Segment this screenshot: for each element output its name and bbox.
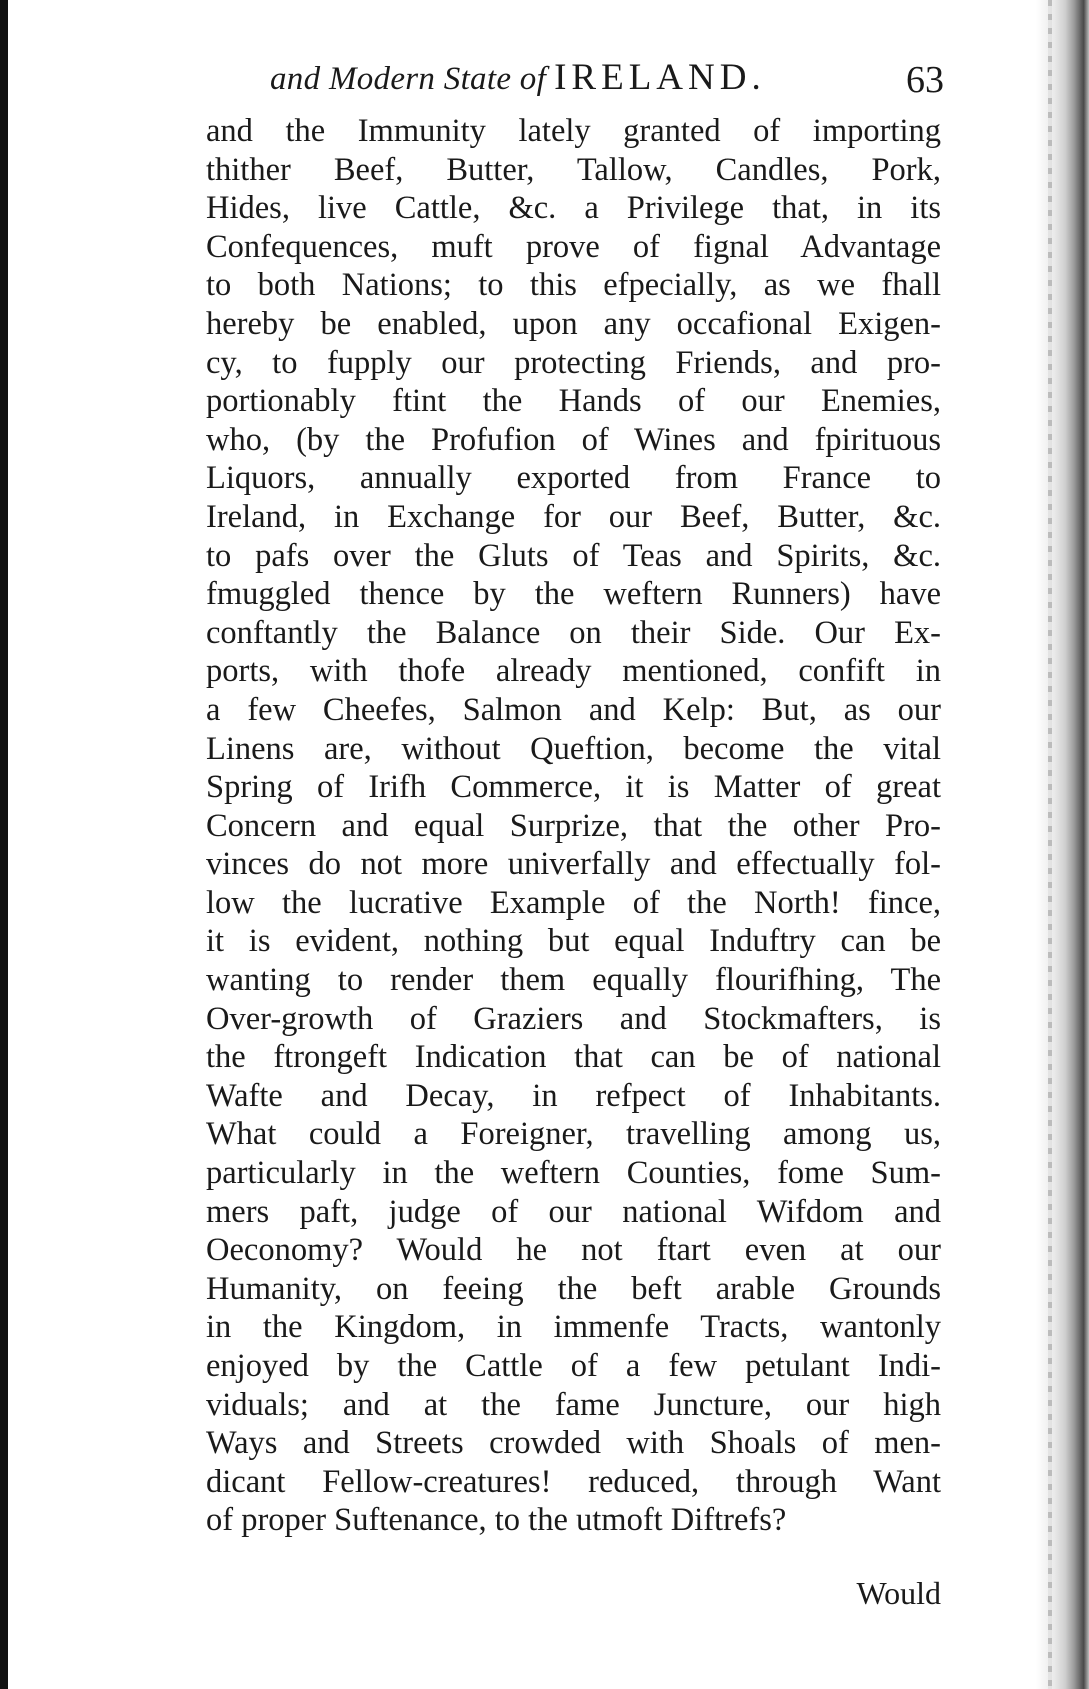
text-line: conftantly the Balance on their Side. Our Ex- [206,614,941,651]
running-title-caps: IRELAND. [554,57,766,98]
text-line: to both Nations; to this efpecially, as we fhall [206,267,941,304]
text-line: ports, with thofe already mentioned, confift in [206,653,941,690]
text-line: in the Kingdom, in immenfe Tracts, wantonly [206,1309,941,1346]
text-line: What could a Foreigner, travelling among us, [206,1116,941,1153]
text-line: Humanity, on feeing the beft arable Grounds [206,1270,941,1307]
text-line: low the lucrative Example of the North! fince, [206,884,941,921]
text-line: thither Beef, Butter, Tallow, Candles, Pork, [206,151,941,188]
text-line: cy, to fupply our protecting Friends, and pro- [206,344,941,381]
text-line: enjoyed by the Cattle of a few petulant Indi- [206,1348,941,1384]
text-line: Linens are, without Queftion, become the vital [206,730,941,767]
text-line: and the Immunity lately granted of importing [206,113,941,149]
body-text [206,112,941,1540]
catchword: Would [856,1575,941,1611]
text-line: Confequences, muft prove of fignal Advantage [206,228,941,265]
text-line: vinces do not more univerfally and effectually fol- [206,846,941,883]
text-line: Liquors, annually exported from France to [206,460,941,497]
text-line: dicant Fellow-creatures! reduced, through Want [206,1463,941,1500]
text-line: it is evident, nothing but equal Induftry can be [206,923,941,960]
text-line: Ireland, in Exchange for our Beef, Butter, &c. [206,498,941,535]
text-line: to pafs over the Gluts of Teas and Spirits, &c. [206,537,941,574]
page-number: 63 [906,59,944,101]
text-line: Ways and Streets crowded with Shoals of men- [206,1425,941,1462]
text-line: of proper Suftenance, to the utmoft Diftrefs? [206,1502,787,1539]
page-edge-shadow [1036,0,1089,1689]
text-line: Hides, live Cattle, &c. a Privilege that, in its [206,190,941,227]
text-line: Concern and equal Surprize, that the other Pro- [206,807,941,844]
text-line: fmuggled thence by the weftern Runners) have [206,576,941,613]
text-line: portionably ftint the Hands of our Enemies, [206,383,941,420]
text-line: Oeconomy? Would he not ftart even at our [206,1232,941,1269]
text-line: Wafte and Decay, in refpect of Inhabitants. [206,1077,941,1114]
text-line: a few Cheefes, Salmon and Kelp: But, as our [206,691,941,728]
text-line: Over-growth of Graziers and Stockmafters, is [206,1000,941,1037]
page-edge-texture [1048,0,1052,1689]
text-line: who, (by the Profufion of Wines and fpirituous [206,421,941,458]
text-line: viduals; and at the fame Juncture, our high [206,1386,941,1423]
text-line: Spring of Irifh Commerce, it is Matter of great [206,769,941,806]
text-line: hereby be enabled, upon any occafional Exigen- [206,305,941,342]
text-line: the ftrongeft Indication that can be of national [206,1039,941,1076]
text-line: mers paft, judge of our national Wifdom and [206,1193,941,1230]
running-title: and Modern State of [270,61,547,97]
text-line: wanting to render them equally flourifhing, The [206,962,941,999]
binding-shadow [0,0,8,1689]
running-header [270,56,950,110]
text-line: particularly in the weftern Counties, fome Sum- [206,1155,941,1192]
